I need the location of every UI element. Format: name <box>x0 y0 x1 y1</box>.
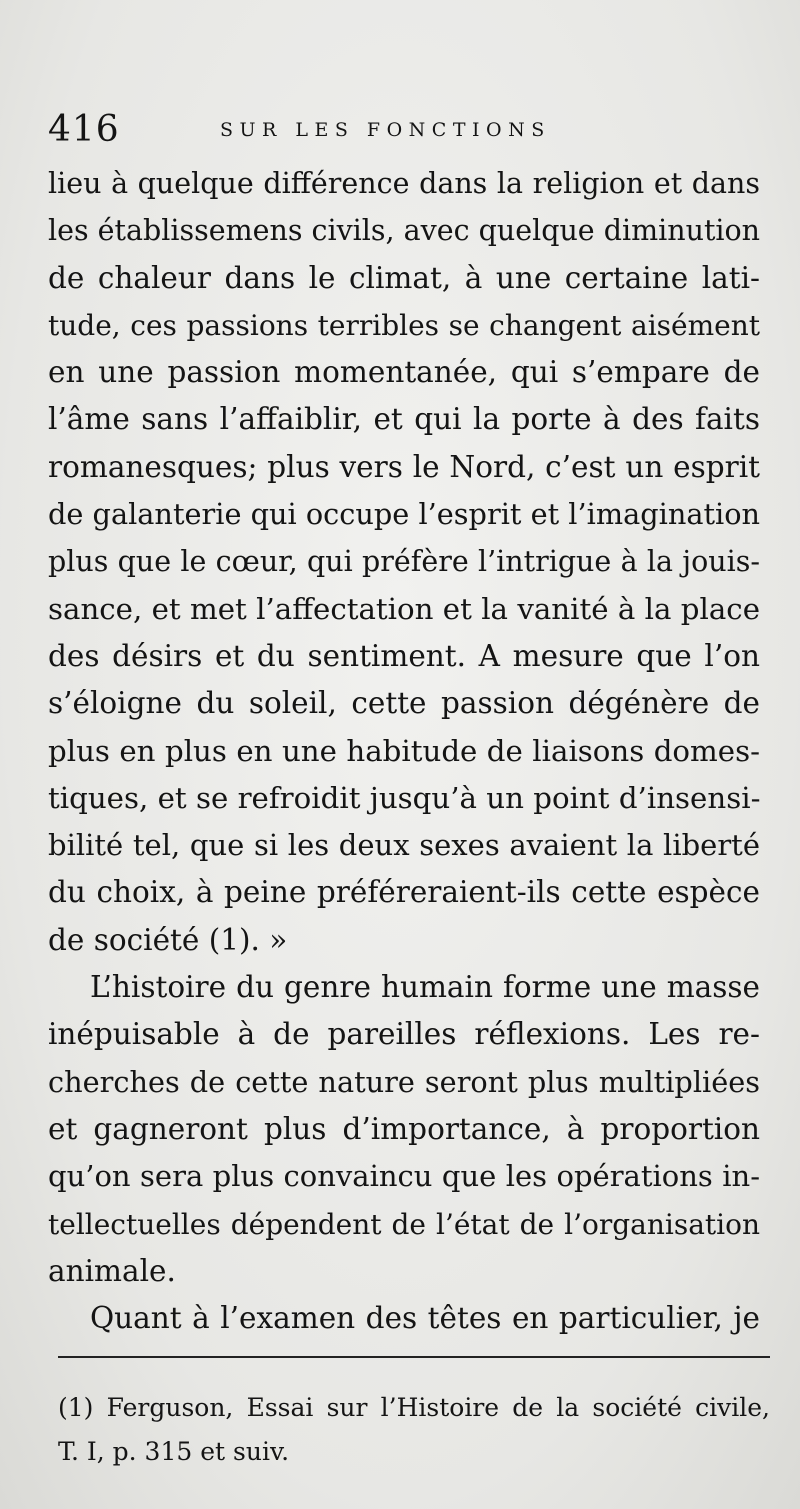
text-line: plus en plus en une habitude de liaisons domes- <box>48 733 760 768</box>
text-line: des désirs et du sentiment. A mesure que l’on <box>48 638 760 673</box>
text-line: inépuisable à de pareilles réflexions. Les re- <box>48 1017 760 1052</box>
body-text <box>48 160 760 1342</box>
text-line: tellectuelles dépendent de l’état de l’organisation <box>48 1207 760 1241</box>
text-line: de chaleur dans le climat, à une certaine lati- <box>48 260 760 295</box>
text-line: s’éloigne du soleil, cette passion dégénère de <box>48 686 760 721</box>
text-line: du choix, à peine préféreraient-ils cette espèce <box>48 875 760 910</box>
footnote-line: T. I, p. 315 et suiv. <box>58 1437 290 1466</box>
footnote-line: (1) Ferguson, Essai sur l’Histoire de la société civile, <box>58 1393 770 1422</box>
text-line: et gagneront plus d’importance, à proportion <box>48 1111 760 1146</box>
text-line: bilité tel, que si les deux sexes avaient la liberté <box>48 828 760 863</box>
text-line: animale. <box>48 1253 176 1288</box>
text-line: cherches de cette nature seront plus multipliées <box>48 1064 760 1099</box>
running-head <box>48 108 760 158</box>
text-line: les établissemens civils, avec quelque diminution <box>48 214 761 248</box>
text-line: sance, et met l’affectation et la vanité à la place <box>48 591 760 626</box>
footnote <box>58 1386 770 1474</box>
text-line: lieu à quelque différence dans la religion et dans <box>48 167 760 200</box>
page-number: 416 <box>48 109 120 150</box>
text-line: de galanterie qui occupe l’esprit et l’imagination <box>48 497 761 532</box>
running-title: SUR LES FONCTIONS <box>220 119 551 141</box>
text-line: qu’on sera plus convaincu que les opérations in- <box>48 1159 760 1194</box>
footnote-rule <box>58 1356 770 1358</box>
text-line: tiques, et se refroidit jusqu’à un point d’insensi- <box>48 780 761 815</box>
text-line: de société (1). » <box>48 922 288 957</box>
text-line: en une passion momentanée, qui s’empare de <box>48 355 760 390</box>
text-line: L’histoire du genre humain forme une masse <box>90 970 760 1005</box>
text-line: tude, ces passions terribles se changent aisément <box>48 308 760 342</box>
text-line: Quant à l’examen des têtes en particulier, je <box>90 1301 760 1336</box>
text-line: l’âme sans l’affaiblir, et qui la porte à des faits <box>48 402 760 437</box>
text-line: romanesques; plus vers le Nord, c’est un esprit <box>48 449 760 484</box>
text-line: plus que le cœur, qui préfère l’intrigue à la jouis- <box>48 545 760 579</box>
